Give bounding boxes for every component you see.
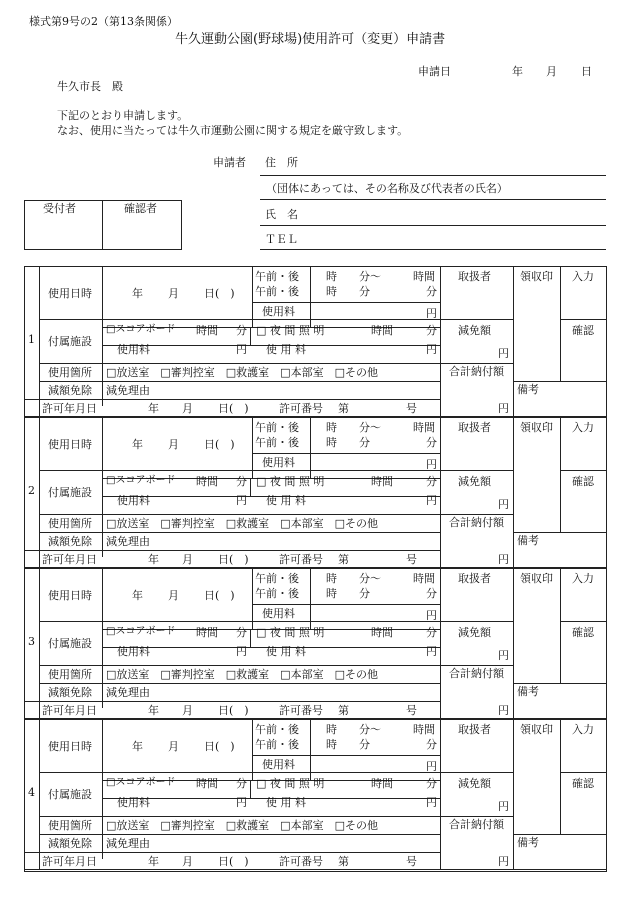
row-number: 3 xyxy=(28,635,35,648)
minute-end: 分 xyxy=(359,738,370,751)
permit-date-day: 日( ) xyxy=(218,855,249,868)
scoreboard-minutes: 分 xyxy=(236,777,247,790)
minute-end: 分 xyxy=(359,436,370,449)
reduction-amount-label: 減免額 xyxy=(458,324,491,337)
scoreboard-checkbox[interactable]: □スコアボード xyxy=(106,475,176,486)
permit-date-label: 許可年月日 xyxy=(42,402,97,415)
applicant-tel-label: ＴＥＬ xyxy=(265,233,298,246)
reduction-exempt-label: 減額免除 xyxy=(48,535,92,548)
night-light-fee-yen: 円 xyxy=(426,494,437,507)
date-month-unit: 月 xyxy=(168,589,179,602)
hour-start: 時 xyxy=(326,270,337,283)
input-label: 入力 xyxy=(572,421,594,434)
permit-number-dai: 第 xyxy=(338,402,349,415)
date-month-unit: 月 xyxy=(168,287,179,300)
receipt-stamp-label: 領収印 xyxy=(520,270,553,283)
usage-fee-label: 使用料 xyxy=(262,305,295,318)
date-day-unit: 日( ) xyxy=(204,740,235,753)
permit-date-month: 月 xyxy=(182,553,193,566)
night-light-checkbox[interactable]: □ 夜 間 照 明 xyxy=(256,324,325,337)
hour-end: 時 xyxy=(326,436,337,449)
ampm-start: 午前・後 xyxy=(255,421,299,434)
scoreboard-hours: 時間 xyxy=(196,324,218,337)
address-line xyxy=(260,175,606,176)
minute-start: 分～ xyxy=(359,572,381,585)
scoreboard-checkbox[interactable]: □スコアボード xyxy=(106,626,176,637)
time-hours: 時間 xyxy=(413,572,435,585)
scoreboard-fee-yen: 円 xyxy=(236,343,247,356)
permit-number-gou: 号 xyxy=(406,704,417,717)
night-light-minutes: 分 xyxy=(426,475,437,488)
night-light-checkbox[interactable]: □ 夜 間 照 明 xyxy=(256,626,325,639)
usage-fee-yen: 円 xyxy=(426,307,437,320)
minute-start: 分～ xyxy=(359,723,381,736)
total-paid-yen: 円 xyxy=(498,704,509,717)
scoreboard-fee-yen: 円 xyxy=(236,645,247,658)
usage-place-label: 使用箇所 xyxy=(48,668,92,681)
permit-date-month: 月 xyxy=(182,855,193,868)
permit-date-day: 日( ) xyxy=(218,402,249,415)
night-light-fee-label: 使 用 料 xyxy=(266,343,306,356)
receipt-stamp-label: 領収印 xyxy=(520,723,553,736)
permit-number-gou: 号 xyxy=(406,553,417,566)
permit-date-month: 月 xyxy=(182,402,193,415)
permit-date-day: 日( ) xyxy=(218,704,249,717)
permit-date-label: 許可年月日 xyxy=(42,855,97,868)
row-number: 4 xyxy=(28,786,35,799)
date-day-unit: 日( ) xyxy=(204,287,235,300)
time-hours: 時間 xyxy=(413,421,435,434)
ampm-end: 午前・後 xyxy=(255,738,299,751)
permit-number-gou: 号 xyxy=(406,402,417,415)
scoreboard-checkbox[interactable]: □スコアボード xyxy=(106,324,176,335)
total-paid-label: 合計納付額 xyxy=(449,667,504,680)
usage-place-options[interactable]: □放送室 □審判控室 □救護室 □本部室 □その他 xyxy=(106,819,378,832)
date-label: 申請日 xyxy=(418,65,451,78)
input-label: 入力 xyxy=(572,270,594,283)
minute-end: 分 xyxy=(359,587,370,600)
name-line xyxy=(260,225,606,226)
night-light-hours: 時間 xyxy=(371,777,393,790)
night-light-checkbox[interactable]: □ 夜 間 照 明 xyxy=(256,777,325,790)
usage-place-options[interactable]: □放送室 □審判控室 □救護室 □本部室 □その他 xyxy=(106,366,378,379)
confirm-label: 確認 xyxy=(572,626,594,639)
reduction-amount-yen: 円 xyxy=(498,800,509,813)
date-year-unit: 年 xyxy=(132,740,143,753)
scoreboard-hours: 時間 xyxy=(196,777,218,790)
facilities-label: 付属施設 xyxy=(48,486,92,499)
scoreboard-hours: 時間 xyxy=(196,475,218,488)
night-light-fee-yen: 円 xyxy=(426,796,437,809)
ampm-end: 午前・後 xyxy=(255,587,299,600)
reduction-reason-label: 減免理由 xyxy=(106,837,150,850)
total-paid-label: 合計納付額 xyxy=(449,365,504,378)
applicant-name-label: 氏 名 xyxy=(265,208,298,221)
row-number: 2 xyxy=(28,484,35,497)
permit-date-year: 年 xyxy=(148,402,159,415)
night-light-fee-label: 使 用 料 xyxy=(266,645,306,658)
time-minutes: 分 xyxy=(426,436,437,449)
date-day-unit: 日( ) xyxy=(204,438,235,451)
date-day-unit: 日( ) xyxy=(204,589,235,602)
reduction-exempt-label: 減額免除 xyxy=(48,384,92,397)
permit-date-year: 年 xyxy=(148,553,159,566)
receipt-stamp-label: 領収印 xyxy=(520,572,553,585)
applicant-group-note: （団体にあっては、その名称及び代表者の氏名） xyxy=(266,182,508,195)
usage-place-label: 使用箇所 xyxy=(48,517,92,530)
confirm-label: 確認 xyxy=(572,777,594,790)
time-minutes: 分 xyxy=(426,738,437,751)
usage-datetime-label: 使用日時 xyxy=(48,740,92,753)
reduction-amount-label: 減免額 xyxy=(458,777,491,790)
scoreboard-minutes: 分 xyxy=(236,475,247,488)
receipt-stamp-label: 領収印 xyxy=(520,421,553,434)
addressee: 牛久市長 殿 xyxy=(57,80,123,93)
scoreboard-fee-label: 使用料 xyxy=(117,494,150,507)
scoreboard-fee-yen: 円 xyxy=(236,494,247,507)
permit-number-dai: 第 xyxy=(338,553,349,566)
date-month: 月 xyxy=(546,65,557,78)
permit-number-label: 許可番号 xyxy=(279,855,323,868)
scoreboard-fee-label: 使用料 xyxy=(117,645,150,658)
scoreboard-hours: 時間 xyxy=(196,626,218,639)
usage-fee-label: 使用料 xyxy=(262,607,295,620)
reduction-exempt-label: 減額免除 xyxy=(48,837,92,850)
facilities-label: 付属施設 xyxy=(48,637,92,650)
time-hours: 時間 xyxy=(413,723,435,736)
tel-line xyxy=(260,249,606,250)
scoreboard-minutes: 分 xyxy=(236,324,247,337)
night-light-minutes: 分 xyxy=(426,324,437,337)
hour-start: 時 xyxy=(326,572,337,585)
confirm-label: 確認 xyxy=(572,475,594,488)
scoreboard-checkbox[interactable]: □スコアボード xyxy=(106,777,176,788)
reduction-reason-label: 減免理由 xyxy=(106,384,150,397)
ampm-start: 午前・後 xyxy=(255,572,299,585)
usage-place-options[interactable]: □放送室 □審判控室 □救護室 □本部室 □その他 xyxy=(106,668,378,681)
ampm-start: 午前・後 xyxy=(255,270,299,283)
minute-start: 分～ xyxy=(359,421,381,434)
scoreboard-fee-yen: 円 xyxy=(236,796,247,809)
permit-number-dai: 第 xyxy=(338,855,349,868)
usage-fee-yen: 円 xyxy=(426,458,437,471)
night-light-hours: 時間 xyxy=(371,475,393,488)
permit-date-year: 年 xyxy=(148,855,159,868)
usage-fee-yen: 円 xyxy=(426,760,437,773)
date-year-unit: 年 xyxy=(132,287,143,300)
total-paid-label: 合計納付額 xyxy=(449,516,504,529)
form-code: 様式第9号の2（第13条関係） xyxy=(29,15,178,28)
intro-line-1: 下記のとおり申請します。 xyxy=(57,109,189,122)
form-title: 牛久運動公園(野球場)使用許可（変更）申請書 xyxy=(175,32,446,47)
date-month-unit: 月 xyxy=(168,740,179,753)
night-light-minutes: 分 xyxy=(426,777,437,790)
facilities-label: 付属施設 xyxy=(48,788,92,801)
usage-place-label: 使用箇所 xyxy=(48,366,92,379)
hour-end: 時 xyxy=(326,738,337,751)
usage-datetime-label: 使用日時 xyxy=(48,589,92,602)
reduction-amount-yen: 円 xyxy=(498,649,509,662)
handler-label: 取扱者 xyxy=(458,723,491,736)
permit-number-label: 許可番号 xyxy=(279,402,323,415)
remarks-label: 備考 xyxy=(517,836,539,849)
reduction-amount-label: 減免額 xyxy=(458,475,491,488)
total-paid-yen: 円 xyxy=(498,402,509,415)
receiver-label: 受付者 xyxy=(43,202,76,215)
scoreboard-minutes: 分 xyxy=(236,626,247,639)
intro-line-2: なお、使用に当たっては牛久市運動公園に関する規定を厳守致します。 xyxy=(57,124,409,137)
total-paid-yen: 円 xyxy=(498,855,509,868)
permit-date-label: 許可年月日 xyxy=(42,704,97,717)
time-hours: 時間 xyxy=(413,270,435,283)
reduction-amount-yen: 円 xyxy=(498,347,509,360)
permit-date-month: 月 xyxy=(182,704,193,717)
usage-fee-label: 使用料 xyxy=(262,758,295,771)
ampm-start: 午前・後 xyxy=(255,723,299,736)
reduction-reason-label: 減免理由 xyxy=(106,535,150,548)
time-minutes: 分 xyxy=(426,587,437,600)
night-light-fee-label: 使 用 料 xyxy=(266,796,306,809)
night-light-minutes: 分 xyxy=(426,626,437,639)
night-light-hours: 時間 xyxy=(371,626,393,639)
total-paid-yen: 円 xyxy=(498,553,509,566)
permit-number-label: 許可番号 xyxy=(279,704,323,717)
minute-end: 分 xyxy=(359,285,370,298)
remarks-label: 備考 xyxy=(517,685,539,698)
usage-fee-label: 使用料 xyxy=(262,456,295,469)
reduction-exempt-label: 減額免除 xyxy=(48,686,92,699)
usage-datetime-label: 使用日時 xyxy=(48,287,92,300)
date-day: 日 xyxy=(581,65,592,78)
ampm-end: 午前・後 xyxy=(255,285,299,298)
hour-start: 時 xyxy=(326,421,337,434)
scoreboard-fee-label: 使用料 xyxy=(117,796,150,809)
total-paid-label: 合計納付額 xyxy=(449,818,504,831)
night-light-fee-yen: 円 xyxy=(426,645,437,658)
facilities-label: 付属施設 xyxy=(48,335,92,348)
hour-start: 時 xyxy=(326,723,337,736)
date-year: 年 xyxy=(512,65,523,78)
date-year-unit: 年 xyxy=(132,589,143,602)
input-label: 入力 xyxy=(572,572,594,585)
applicant-label: 申請者 xyxy=(213,156,246,169)
handler-label: 取扱者 xyxy=(458,572,491,585)
ampm-end: 午前・後 xyxy=(255,436,299,449)
hour-end: 時 xyxy=(326,285,337,298)
permit-date-year: 年 xyxy=(148,704,159,717)
minute-start: 分～ xyxy=(359,270,381,283)
permit-date-day: 日( ) xyxy=(218,553,249,566)
confirmer-label: 確認者 xyxy=(124,202,157,215)
input-label: 入力 xyxy=(572,723,594,736)
permit-number-gou: 号 xyxy=(406,855,417,868)
permit-date-label: 許可年月日 xyxy=(42,553,97,566)
permit-number-dai: 第 xyxy=(338,704,349,717)
night-light-hours: 時間 xyxy=(371,324,393,337)
permit-number-label: 許可番号 xyxy=(279,553,323,566)
reduction-amount-yen: 円 xyxy=(498,498,509,511)
usage-datetime-label: 使用日時 xyxy=(48,438,92,451)
reduction-reason-label: 減免理由 xyxy=(106,686,150,699)
handler-label: 取扱者 xyxy=(458,270,491,283)
applicant-address-label: 住 所 xyxy=(265,156,298,169)
row-number: 1 xyxy=(28,333,35,346)
remarks-label: 備考 xyxy=(517,534,539,547)
hour-end: 時 xyxy=(326,587,337,600)
time-minutes: 分 xyxy=(426,285,437,298)
night-light-fee-yen: 円 xyxy=(426,343,437,356)
night-light-fee-label: 使 用 料 xyxy=(266,494,306,507)
night-light-checkbox[interactable]: □ 夜 間 照 明 xyxy=(256,475,325,488)
table-outer-border xyxy=(24,266,607,872)
handler-label: 取扱者 xyxy=(458,421,491,434)
usage-place-options[interactable]: □放送室 □審判控室 □救護室 □本部室 □その他 xyxy=(106,517,378,530)
reduction-amount-label: 減免額 xyxy=(458,626,491,639)
confirm-label: 確認 xyxy=(572,324,594,337)
remarks-label: 備考 xyxy=(517,383,539,396)
scoreboard-fee-label: 使用料 xyxy=(117,343,150,356)
usage-fee-yen: 円 xyxy=(426,609,437,622)
usage-place-label: 使用箇所 xyxy=(48,819,92,832)
date-year-unit: 年 xyxy=(132,438,143,451)
date-month-unit: 月 xyxy=(168,438,179,451)
note-line xyxy=(260,199,606,200)
